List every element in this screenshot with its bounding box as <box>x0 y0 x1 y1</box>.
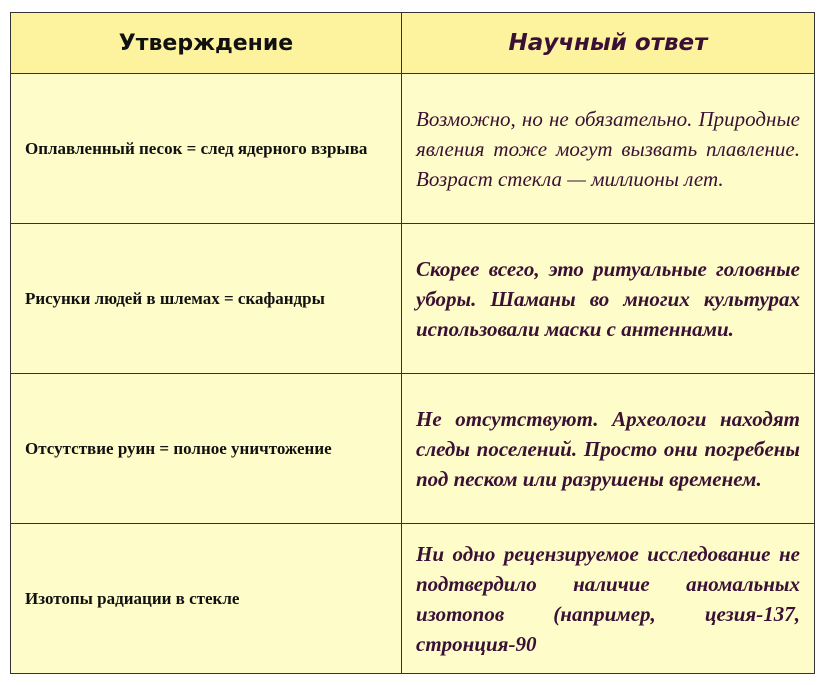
answer-cell: Возможно, но не обязательно. Природные явления тоже могут вызвать плавление. Возраст стекла — миллионы лет. <box>402 74 815 224</box>
claim-cell: Оплавленный песок = след ядерного взрыва <box>11 74 402 224</box>
claim-cell: Изотопы радиации в стекле <box>11 524 402 674</box>
answer-cell: Скорее всего, это ритуальные головные уборы. Шаманы во многих культурах использовали маски с антеннами. <box>402 224 815 374</box>
header-claim: Утверждение <box>11 13 402 74</box>
header-answer: Научный ответ <box>402 13 815 74</box>
table-row <box>11 224 815 374</box>
table-header-row <box>11 13 815 74</box>
table-row <box>11 524 815 674</box>
claims-table <box>10 12 815 674</box>
answer-cell: Ни одно рецензируемое исследование не подтвердило наличие аномальных изотопов (например, цезия-137, стронция-90 <box>402 524 815 674</box>
table-row <box>11 74 815 224</box>
answer-cell: Не отсутствуют. Археологи находят следы поселений. Просто они погребены под песком или разрушены временем. <box>402 374 815 524</box>
claim-cell: Рисунки людей в шлемах = скафандры <box>11 224 402 374</box>
claim-cell: Отсутствие руин = полное уничтожение <box>11 374 402 524</box>
table-row <box>11 374 815 524</box>
